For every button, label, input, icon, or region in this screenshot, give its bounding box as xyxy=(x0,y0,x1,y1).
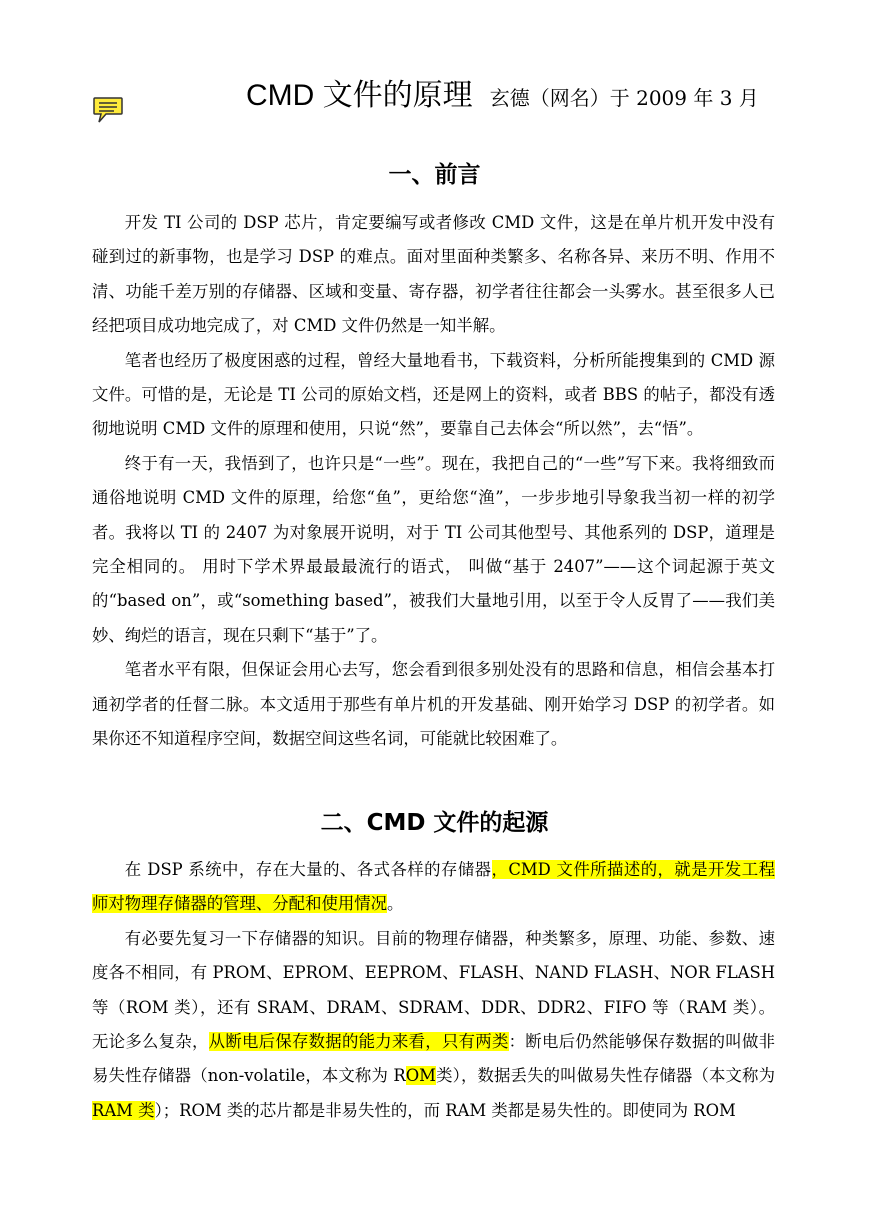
section-heading-preface: 一、前言 xyxy=(388,162,481,188)
highlighted-text: ，CMD 文件所描述的，就是开发工程师对物理存储器的管理、分配和使用情况 xyxy=(92,860,775,914)
paragraph-text: 在 DSP 系统中，存在大量的、各式各样的存储器 xyxy=(124,860,492,879)
paragraph-text: 。 xyxy=(387,894,404,914)
document-byline: 玄德（网名）于 2009 年 3 月 xyxy=(489,86,759,110)
paragraph-text: 类），数据丢失的叫做易失性存储器（本文称为 xyxy=(435,1066,775,1086)
paragraph-text: 有必要先复习一下存储器的知识。目前的物理存储器，种类繁多，原理、功能、参数、速度各不相同，有 PROM、EPROM、EEPROM、FLASH、NAND FLASH、NOR FLASH 等（ROM 类），还有 SRAM、DRAM、SDRAM、DDR、DDR2、FIFO 等（RAM 类）。无论多么复杂， xyxy=(92,928,775,1052)
paragraph xyxy=(92,922,775,1128)
highlighted-text: OM xyxy=(405,1066,436,1086)
paragraph: 笔者也经历了极度困惑的过程，曾经大量地看书，下载资料，分析所能搜集到的 CMD 源文件。可惜的是，无论是 TI 公司的原始文档，还是网上的资料，或者 BBS 的帖子，都没有透彻地说明 CMD 文件的原理和使用，只说“然”，要靠自己去体会“所以然”，去“悟”。 xyxy=(92,350,775,439)
paragraph-text: ：断电后仍然能够保存数据的叫做非易失性存储器（non-volatile，本文称为 R xyxy=(92,1032,776,1086)
section-cmd-origin-body xyxy=(92,853,775,1128)
section-preface-body xyxy=(92,206,775,757)
paragraph-text: ）；ROM 类的芯片都是非易失性的，而 RAM 类都是易失性的。即使同为 ROM xyxy=(154,1100,736,1120)
comment-icon[interactable] xyxy=(92,96,124,124)
paragraph: 笔者水平有限，但保证会用心去写，您会看到很多别处没有的思路和信息，相信会基本打通初学者的任督二脉。本文适用于那些有单片机的开发基础、刚开始学习 DSP 的初学者。如果你还不知道程序空间，数据空间这些名词，可能就比较困难了。 xyxy=(92,660,775,749)
highlighted-text: 从断电后保存数据的能力来看，只有两类 xyxy=(208,1032,509,1052)
paragraph: 开发 TI 公司的 DSP 芯片，肯定要编写或者修改 CMD 文件，这是在单片机开发中没有碰到过的新事物，也是学习 DSP 的难点。面对里面种类繁多、名称各异、来历不明、作用不清、功能千差万别的存储器、区域和变量、寄存器，初学者往往都会一头雾水。甚至很多人已经把项目成功地完成了，对 CMD 文件仍然是一知半解。 xyxy=(92,213,775,336)
document-title: CMD 文件的原理 xyxy=(246,79,473,112)
section-heading-cmd-origin: 二、CMD 文件的起源 xyxy=(320,810,549,836)
paragraph xyxy=(92,853,775,922)
highlighted-text: RAM 类 xyxy=(92,1100,155,1120)
paragraph: 终于有一天，我悟到了，也许只是“一些”。现在，我把自己的“一些”写下来。我将细致而通俗地说明 CMD 文件的原理，给您“鱼”，更给您“渔”，一步步地引导象我当初一样的初学者。我将以 TI 的 2407 为对象展开说明，对于 TI 公司其他型号、其他系列的 DSP，道理是完全相同的。 用时下学术界最最最流行的语式， 叫做“基于 2407”——这个词起源于英文的“based on”，或“something based”，被我们大量地引用，以至于令人反胃了——我们美妙、绚烂的语言，现在只剩下“基于”了。 xyxy=(92,453,775,645)
document-title-line xyxy=(246,70,759,114)
